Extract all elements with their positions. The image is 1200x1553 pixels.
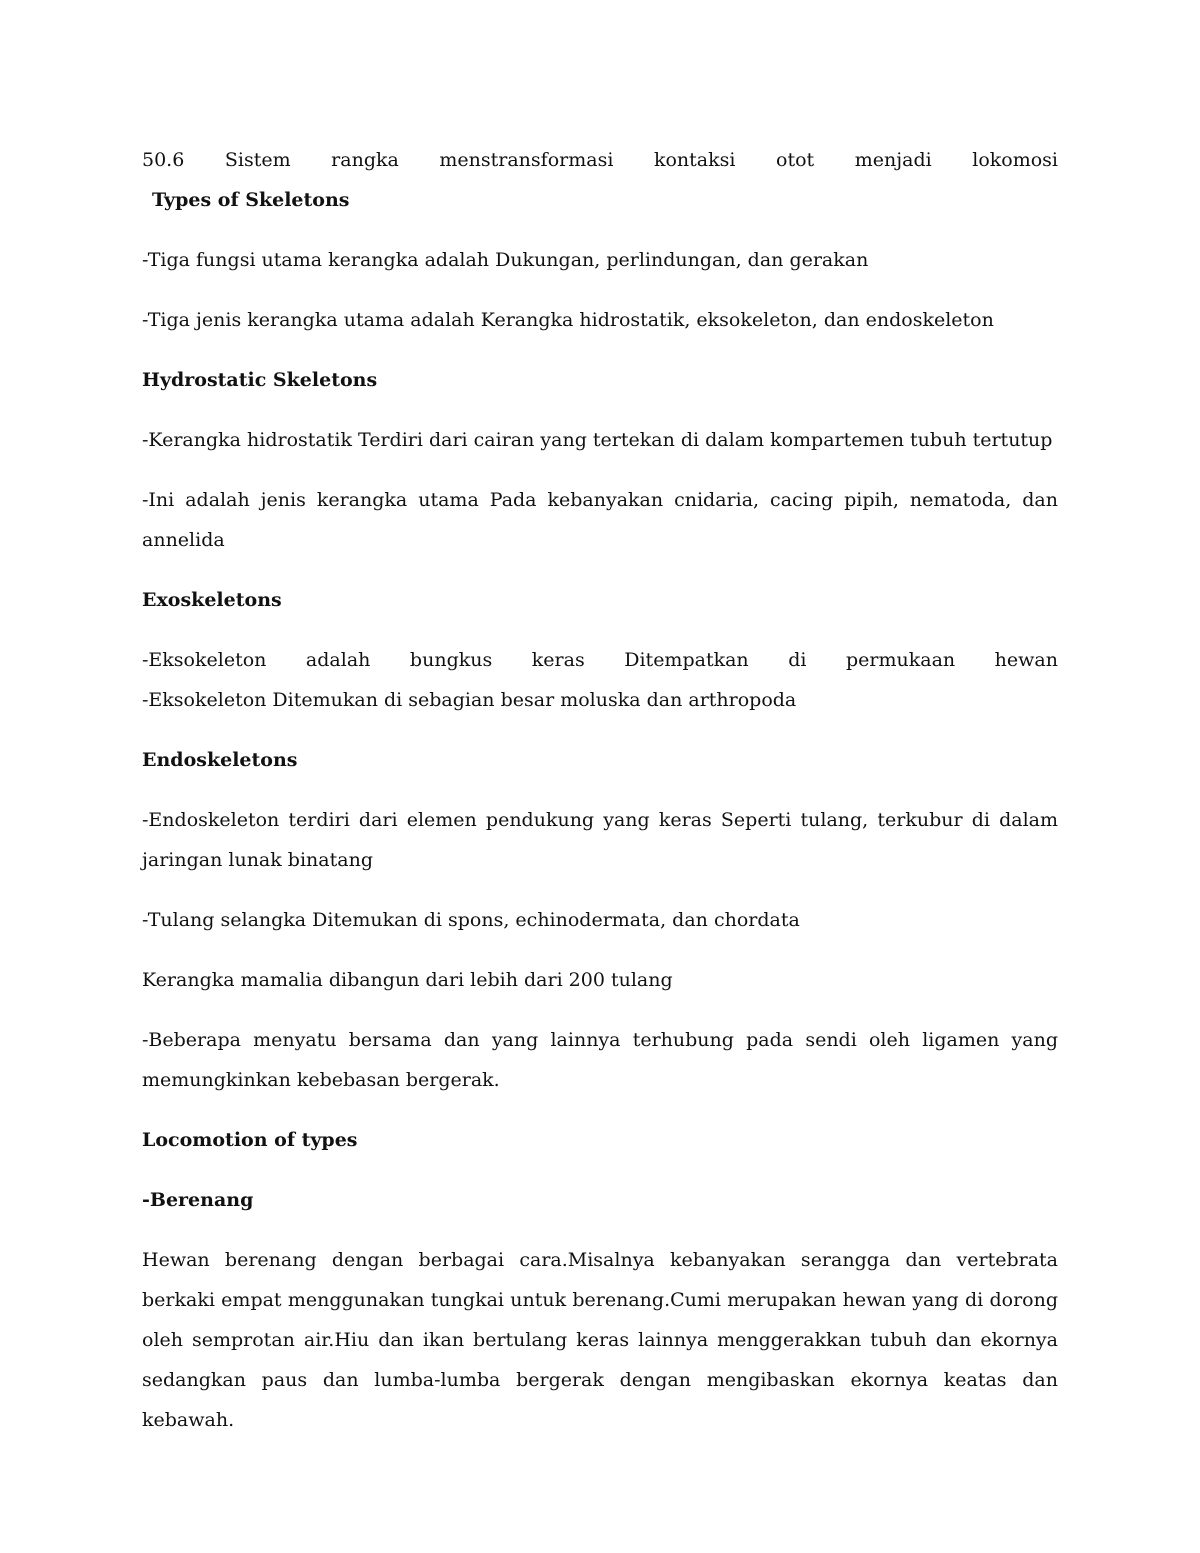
paragraph-types-2: -Tiga jenis kerangka utama adalah Kerangka hidrostatik, eksokeleton, dan endoskeleton	[142, 309, 994, 331]
section-title-endoskeletons: Endoskeletons	[142, 749, 298, 771]
paragraph-exo-1: -Eksokeleton adalah bungkus keras Ditempatkan di permukaan hewan	[142, 649, 1058, 671]
section-title-types: Types of Skeletons	[152, 189, 350, 211]
paragraph-types-1: -Tiga fungsi utama kerangka adalah Dukungan, perlindungan, dan gerakan	[142, 249, 869, 271]
paragraph-endo-1: -Endoskeleton terdiri dari elemen pendukung yang keras Seperti tulang, terkubur di dalam jaringan lunak binatang	[142, 809, 1058, 871]
paragraph-locomotion-body: Hewan berenang dengan berbagai cara.Misalnya kebanyakan serangga dan vertebrata berkaki empat menggunakan tungkai untuk berenang.Cumi merupakan hewan yang di dorong oleh semprotan air.Hiu dan ikan bertulang keras lainnya menggerakkan tubuh dan ekornya sedangkan paus dan lumba-lumba bergerak dengan mengibaskan ekornya keatas dan kebawah.	[142, 1249, 1058, 1431]
section-title-hydrostatic: Hydrostatic Skeletons	[142, 369, 378, 391]
section-title-exoskeletons: Exoskeletons	[142, 589, 282, 611]
paragraph-exo-2: -Eksokeleton Ditemukan di sebagian besar moluska dan arthropoda	[142, 689, 797, 711]
heading-line: 50.6 Sistem rangka menstransformasi kontaksi otot menjadi lokomosi	[142, 149, 1058, 171]
paragraph-endo-2: -Tulang selangka Ditemukan di spons, echinodermata, dan chordata	[142, 909, 800, 931]
paragraph-hydrostatic-1: -Kerangka hidrostatik Terdiri dari cairan yang tertekan di dalam kompartemen tubuh tertutup	[142, 429, 1053, 451]
paragraph-endo-3: Kerangka mamalia dibangun dari lebih dari 200 tulang	[142, 969, 673, 991]
paragraph-endo-4: -Beberapa menyatu bersama dan yang lainnya terhubung pada sendi oleh ligamen yang memungkinkan kebebasan bergerak.	[142, 1029, 1058, 1091]
section-title-locomotion: Locomotion of types	[142, 1129, 358, 1151]
document-page	[142, 140, 1058, 1460]
paragraph-hydrostatic-2: -Ini adalah jenis kerangka utama Pada kebanyakan cnidaria, cacing pipih, nematoda, dan annelida	[142, 489, 1058, 551]
subsection-title-berenang: -Berenang	[142, 1189, 254, 1211]
